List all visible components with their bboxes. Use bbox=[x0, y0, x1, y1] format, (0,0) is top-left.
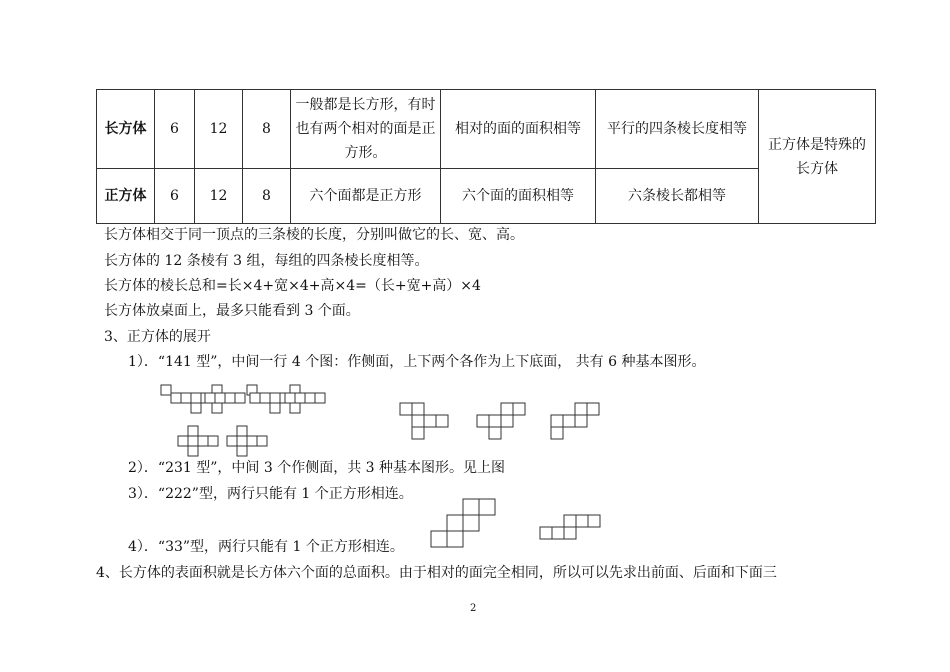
cube-net-141 bbox=[227, 426, 267, 456]
cube-net-141 bbox=[161, 385, 211, 413]
cell-area-desc: 相对的面的面积相等 bbox=[441, 90, 596, 169]
cell-edges: 12 bbox=[195, 169, 243, 224]
list-item: 3）．“222”型，两行只能有 1 个正方形相连。 bbox=[128, 486, 413, 502]
list-item: 1）．“141 型”，中间一行 4 个图：作侧面，上下两个各作为上下底面， 共有 6 种基本图形。 bbox=[128, 354, 706, 370]
list-item: 2）．“231 型”，中间 3 个作侧面，共 3 种基本图形。见上图 bbox=[128, 460, 506, 476]
cell-face-desc: 六个面都是正方形 bbox=[291, 169, 441, 224]
text-line: 长方体相交于同一顶点的三条棱的长度，分别叫做它的长、宽、高。 bbox=[104, 227, 524, 243]
cell-relation: 正方体是特殊的长方体 bbox=[759, 90, 876, 224]
cube-net-33 bbox=[540, 515, 600, 539]
cube-net-231 bbox=[551, 403, 599, 439]
text-line: 长方体放桌面上，最多只能看到 3 个面。 bbox=[104, 303, 360, 319]
cell-edges: 12 bbox=[195, 90, 243, 169]
cube-net-141 bbox=[285, 385, 325, 413]
cell-edge-desc: 六条棱长都相等 bbox=[596, 169, 759, 224]
page-number: 2 bbox=[470, 603, 477, 614]
section-heading: 3、正方体的展开 bbox=[104, 329, 211, 345]
cube-net-141 bbox=[247, 385, 290, 413]
cell-face-desc: 一般都是长方形，有时也有两个相对的面是正方形。 bbox=[291, 90, 441, 169]
section-heading: 4、长方体的表面积就是长方体六个面的总面积。由于相对的面完全相同，所以可以先求出前面、后面和下面三 bbox=[96, 565, 777, 581]
text-line: 长方体的 12 条棱有 3 组，每组的四条棱长度相等。 bbox=[104, 253, 429, 269]
cube-net-231 bbox=[400, 403, 448, 439]
cell-edge-desc: 平行的四条棱长度相等 bbox=[596, 90, 759, 169]
cell-faces: 6 bbox=[155, 169, 195, 224]
text-line: 长方体的棱长总和=长×4+宽×4+高×4=（长+宽+高）×4 bbox=[104, 278, 481, 294]
cube-net-141 bbox=[205, 385, 245, 413]
cell-vertices: 8 bbox=[243, 90, 291, 169]
cube-net-222 bbox=[431, 499, 495, 547]
list-item: 4）．“33”型，两行只能有 1 个正方形相连。 bbox=[128, 539, 404, 555]
cell-name: 正方体 bbox=[97, 169, 155, 224]
cube-net-231 bbox=[477, 403, 525, 439]
cube-net-141 bbox=[178, 426, 218, 456]
cell-vertices: 8 bbox=[243, 169, 291, 224]
cell-faces: 6 bbox=[155, 90, 195, 169]
cell-name: 长方体 bbox=[97, 90, 155, 169]
cell-area-desc: 六个面的面积相等 bbox=[441, 169, 596, 224]
